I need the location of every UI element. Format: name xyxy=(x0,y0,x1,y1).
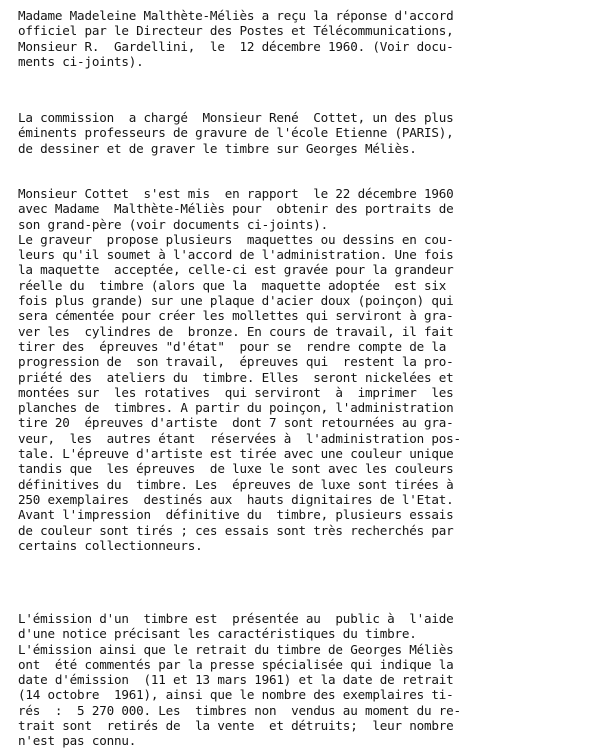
text-line: ments ci-joints). xyxy=(18,53,144,69)
text-line: date d'émission (11 et 13 mars 1961) et la date de retrait xyxy=(18,672,454,688)
text-line: définitives du timbre. Les épreuves de luxe sont tirées à xyxy=(18,476,454,492)
text-line: tale. L'épreuve d'artiste est tirée avec une couleur unique xyxy=(18,446,454,462)
text-line: La commission a chargé Monsieur René Cottet, un des plus xyxy=(18,110,454,125)
paragraph-graveur-process xyxy=(18,186,598,553)
text-line: Monsieur Cottet s'est mis en rapport le 22 décembre 1960 xyxy=(18,186,454,201)
text-line: Madame Madeleine Malthète-Méliès a reçu la réponse d'accord xyxy=(18,8,454,23)
text-line: de couleur sont tirés ; ces essais sont très recherchés par xyxy=(18,522,454,538)
text-line: la maquette acceptée, celle-ci est gravée pour la grandeur xyxy=(18,262,454,278)
text-line: avec Madame Malthète-Méliès pour obtenir des portraits de xyxy=(18,201,454,217)
text-line: ver les cylindres de bronze. En cours de travail, il fait xyxy=(18,323,454,339)
text-line: Le graveur propose plusieurs maquettes ou dessins en cou- xyxy=(18,231,454,247)
text-line: tire 20 épreuves d'artiste dont 7 sont retournées au gra- xyxy=(18,415,454,431)
text-line: réelle du timbre (alors que la maquette adoptée est six xyxy=(18,277,447,293)
paragraph-accord-officiel xyxy=(18,8,598,69)
paragraph-emission xyxy=(18,611,598,749)
text-line: tirer des épreuves "d'état" pour se rendre compte de la xyxy=(18,338,447,354)
text-line: Avant l'impression définitive du timbre, plusieurs essais xyxy=(18,507,454,523)
text-line: son grand-père (voir documents ci-joints). xyxy=(18,216,329,232)
text-line: progression de son travail, épreuves qui restent la pro- xyxy=(18,354,454,370)
text-line: Monsieur R. Gardellini, le 12 décembre 1960. (Voir docu- xyxy=(18,38,454,54)
text-line: rés : 5 270 000. Les timbres non vendus au moment du re- xyxy=(18,702,461,718)
text-line: ont été commentés par la presse spécialisée qui indique la xyxy=(18,656,454,672)
text-line: de dessiner et de graver le timbre sur Georges Méliès. xyxy=(18,140,417,156)
text-line: d'une notice précisant les caractéristiques du timbre. xyxy=(18,626,417,642)
text-line: L'émission ainsi que le retrait du timbre de Georges Méliès xyxy=(18,641,454,657)
text-line: tandis que les épreuves de luxe le sont avec les couleurs xyxy=(18,461,454,477)
text-line: éminents professeurs de gravure de l'école Etienne (PARIS), xyxy=(18,125,454,141)
text-line: officiel par le Directeur des Postes et Télécommunications, xyxy=(18,23,454,39)
text-line: (14 octobre 1961), ainsi que le nombre des exemplaires ti- xyxy=(18,687,454,703)
text-line: montées sur les rotatives qui serviront à imprimer les xyxy=(18,384,454,400)
text-line: L'émission d'un timbre est présentée au public à l'aide xyxy=(18,611,454,626)
text-line: 250 exemplaires destinés aux hauts dignitaires de l'Etat. xyxy=(18,491,454,507)
text-line: priété des ateliers du timbre. Elles seront nickelées et xyxy=(18,369,454,385)
paragraph-commission xyxy=(18,110,598,156)
text-line: sera cémentée pour créer les mollettes qui serviront à gra- xyxy=(18,308,454,324)
text-line: n'est pas connu. xyxy=(18,733,137,749)
text-line: fois plus grande) sur une plaque d'acier doux (poinçon) qui xyxy=(18,293,454,309)
text-line: planches de timbres. A partir du poinçon, l'administration xyxy=(18,400,454,416)
text-line: veur, les autres étant réservées à l'administration pos- xyxy=(18,430,461,446)
text-line: certains collectionneurs. xyxy=(18,537,203,553)
text-line: leurs qu'il soumet à l'accord de l'administration. Une fois xyxy=(18,247,454,263)
text-line: trait sont retirés de la vente et détruits; leur nombre xyxy=(18,718,454,734)
